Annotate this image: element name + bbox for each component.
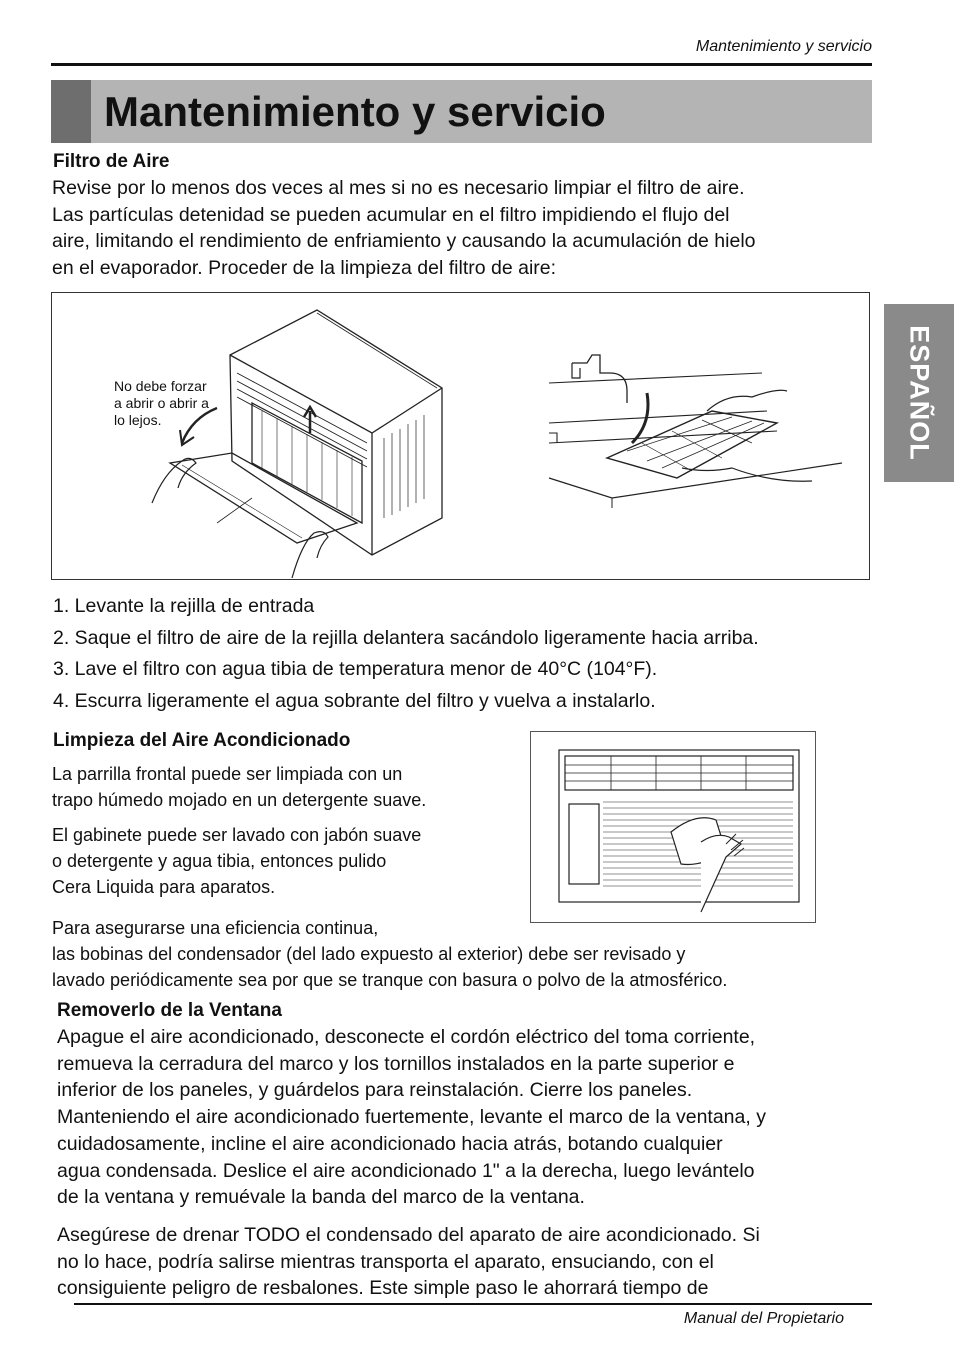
cleaning-para-1 (52, 761, 426, 813)
cleaning-para-3 (52, 915, 727, 993)
front-grille-cleaning-figure (530, 731, 816, 923)
removal-para-2 (57, 1222, 760, 1302)
filter-steps-list (53, 592, 759, 718)
step-item: 2. Saque el filtro de aire de la rejilla delantera sacándolo ligeramente hacia arriba. (53, 626, 759, 649)
callout-line: No debe forzar (114, 378, 207, 394)
text-line: consiguiente peligro de resbalones. Este simple paso le ahorrará tiempo de (57, 1277, 709, 1300)
callout-line: a abrir o abrir a (114, 395, 209, 411)
removal-heading: Removerlo de la Ventana (57, 1000, 282, 1021)
page-title: Mantenimiento y servicio (104, 88, 606, 135)
text-line: cuidadosamente, incline el aire acondicionado hacia atrás, botando cualquier (57, 1132, 723, 1155)
text-line: Para asegurarse una eficiencia continua, (52, 918, 379, 938)
text-line: trapo húmedo mojado en un detergente suave. (52, 790, 427, 810)
top-rule (51, 63, 872, 66)
step-item: 1. Levante la rejilla de entrada (53, 595, 315, 617)
filter-illustration (52, 293, 869, 579)
text-line: no lo hace, podría salirse mientras transporta el aparato, ensuciando, con el (57, 1250, 714, 1273)
text-line: Las partículas detenidad se pueden acumular en el filtro impidiendo el flujo del (52, 203, 730, 226)
text-line: lavado periódicamente sea por que se tranque con basura o polvo de la atmosférico. (52, 970, 728, 990)
step-item: 4. Escurra ligeramente el agua sobrante del filtro y vuelva a instalarlo. (53, 689, 656, 712)
step-item: 3. Lave el filtro con agua tibia de temperatura menor de 40°C (104°F). (53, 658, 658, 680)
page-footer: Manual del Propietario (683, 1310, 844, 1327)
text-line: en el evaporador. Proceder de la limpieza del filtro de aire: (52, 257, 557, 280)
force-warning-callout (114, 378, 209, 429)
language-tab (884, 304, 954, 482)
grille-cleaning-illustration (531, 732, 815, 922)
callout-line: lo lejos. (114, 412, 162, 428)
filter-removal-figure (51, 292, 870, 580)
text-line: Revise por lo menos dos veces al mes si no es necesario limpiar el filtro de aire. (52, 177, 745, 199)
text-line: las bobinas del condensador (del lado expuesto al exterior) debe ser revisado y (52, 944, 686, 964)
text-line: de la ventana y remuévale la banda del marco de la ventana. (57, 1186, 585, 1209)
title-accent-block (51, 80, 91, 143)
text-line: El gabinete puede ser lavado con jabón suave (52, 825, 422, 845)
open-grille (170, 453, 357, 543)
text-line: La parrilla frontal puede ser limpiada con un (52, 764, 403, 784)
text-line: o detergente y agua tibia, entonces pulido (52, 851, 387, 871)
cleaning-para-2 (52, 822, 421, 900)
text-line: aire, limitando el rendimiento de enfriamiento y causando la acumulación de hielo (52, 230, 756, 253)
text-line: Cera Liquida para aparatos. (52, 877, 276, 897)
text-line: remueva la cerradura del marco y los tornillos instalados en la parte superior e (57, 1052, 735, 1075)
faucet (572, 355, 627, 403)
text-line: Apague el aire acondicionado, desconecte el cordón eléctrico del toma corriente, (57, 1026, 756, 1048)
text-line: Manteniendo el aire acondicionado fuertemente, levante el marco de la ventana, y (57, 1106, 766, 1129)
air-filter-intro (52, 175, 756, 282)
cleaning-heading: Limpieza del Aire Acondicionado (53, 730, 351, 751)
removal-para-1 (57, 1024, 766, 1211)
air-filter-heading: Filtro de Aire (53, 151, 170, 172)
text-line: Asegúrese de drenar TODO el condensado del aparato de aire acondicionado. Si (57, 1224, 760, 1246)
text-line: inferior de los paneles, y guárdelos para reinstalación. Cierre los paneles. (57, 1079, 693, 1102)
language-tab-label: ESPAÑOL (904, 325, 935, 461)
running-header: Mantenimiento y servicio (695, 38, 872, 55)
bottom-rule (74, 1303, 872, 1305)
text-line: agua condensada. Deslice el aire acondicionado 1" a la derecha, luego levántelo (57, 1159, 755, 1182)
